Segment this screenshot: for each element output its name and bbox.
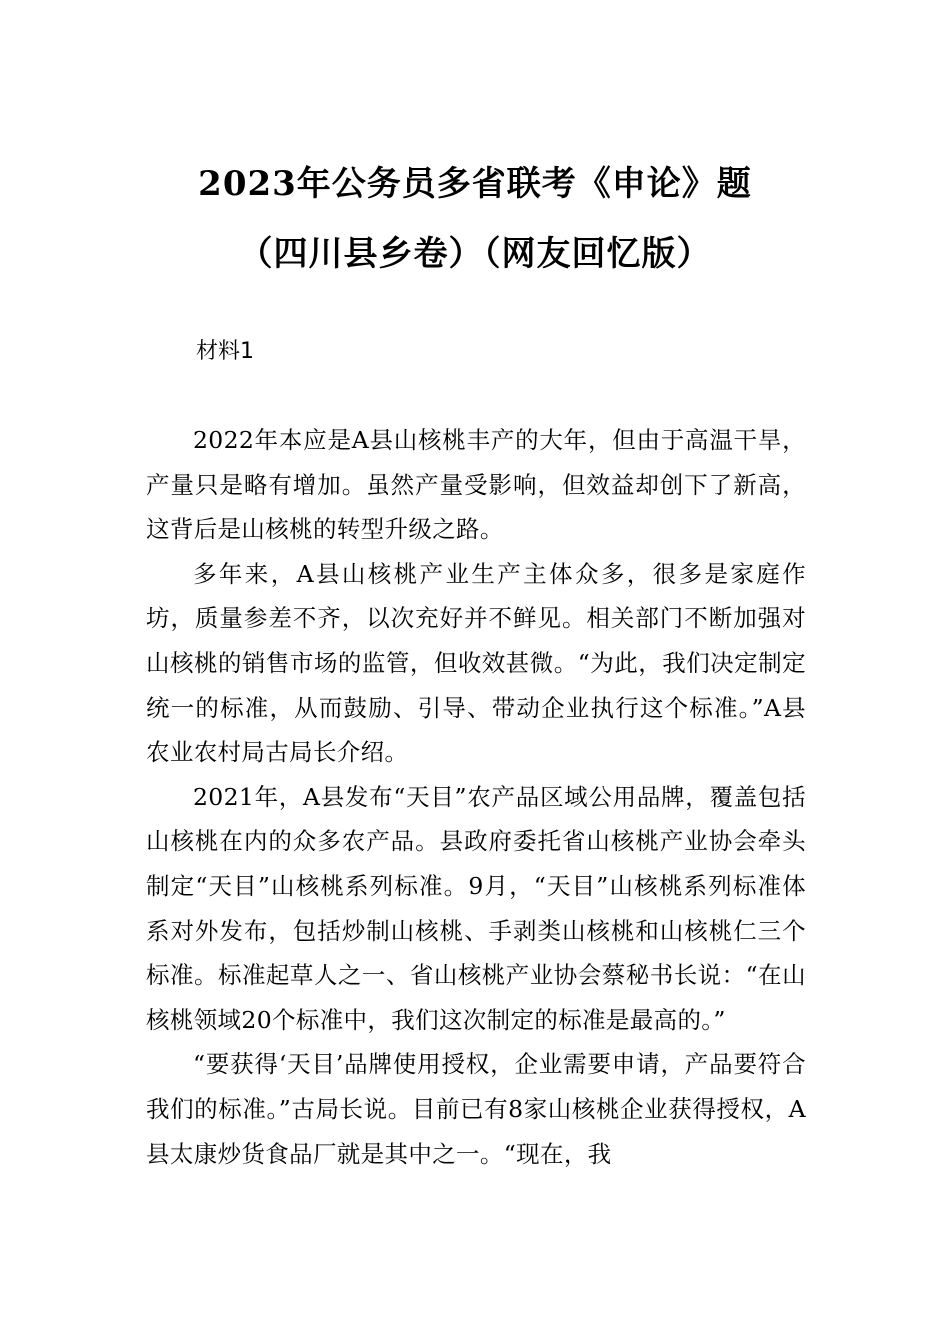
document-title-line-1: 2023年公务员多省联考《申论》题 — [198, 164, 752, 204]
section-label: 材料1 — [196, 339, 254, 364]
document-title-line-2: （四川县乡卷）（网友回忆版） — [238, 234, 712, 274]
paragraph: “要获得‘天目’品牌使用授权，企业需要申请，产品要符合我们的标准。”古局长说。目前已有8家山核桃企业获得授权，A县太康炒货食品厂就是其中之一。“现在，我 — [146, 1050, 806, 1168]
paragraph: 多年来，A县山核桃产业生产主体众多，很多是家庭作坊，质量参差不齐，以次充好并不鲜见。相关部门不断加强对山核桃的销售市场的监管，但收效甚微。“为此，我们决定制定统一的标准，从而鼓励、引导、带动企业执行这个标准。”A县农业农村局古局长介绍。 — [146, 559, 806, 767]
paragraph: 2022年本应是A县山核桃丰产的大年，但由于高温干旱，产量只是略有增加。虽然产量受影响，但效益却创下了新高，这背后是山核桃的转型升级之路。 — [146, 426, 806, 544]
document-body — [146, 418, 806, 1176]
paragraph: 2021年，A县发布“天目”农产品区域公用品牌，覆盖包括山核桃在内的众多农产品。县政府委托省山核桃产业协会牵头制定“天目”山核桃系列标准。9月，“天目”山核桃系列标准体系对外发布，包括炒制山核桃、手剥类山核桃和山核桃仁三个标准。标准起草人之一、省山核桃产业协会蔡秘书长说：“在山核桃领域20个标准中，我们这次制定的标准是最高的。” — [146, 782, 806, 1034]
